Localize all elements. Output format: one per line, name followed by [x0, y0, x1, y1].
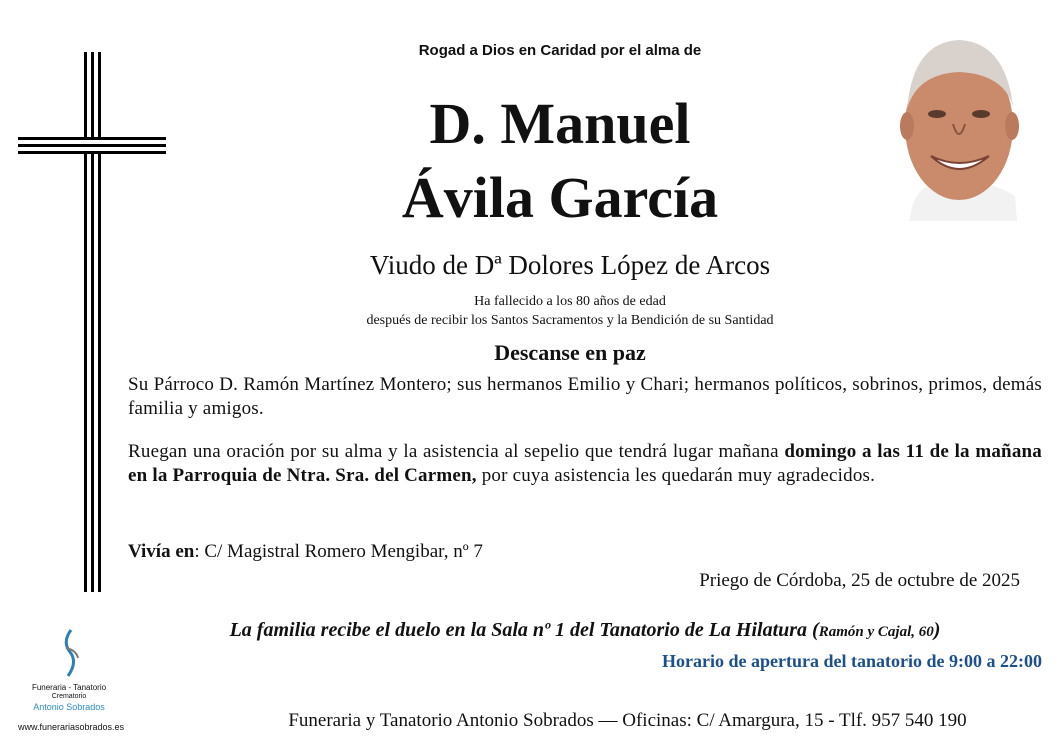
cross-bar — [18, 137, 166, 154]
portrait-photo-svg — [893, 14, 1025, 221]
condolence-close: ) — [933, 619, 941, 641]
portrait-photo — [893, 14, 1025, 221]
logo-line2: Crematorio — [51, 693, 87, 700]
website-link[interactable]: www.funerariasobrados.es — [18, 722, 125, 732]
request-text-2: por cuya asistencia les quedarán muy agradecidos. — [476, 465, 876, 486]
footer-contact: Funeraria y Tanatorio Antonio Sobrados — Oficinas: C/ Amargura, 15 - Tlf. 957 540 190 — [288, 710, 967, 731]
cross-icon — [84, 52, 101, 592]
address-line — [128, 541, 483, 563]
address-value: : C/ Magistral Romero Mengibar, nº 7 — [194, 541, 483, 562]
condolence-line — [140, 619, 1030, 642]
death-age-line: Ha fallecido a los 80 años de edad — [474, 294, 666, 309]
condolence-address: Ramón y Cajal, 60 — [818, 624, 934, 640]
funeral-request-paragraph — [128, 440, 1042, 488]
request-bold: domingo a las 11 de la mañana en la Parroquia de Ntra. Sra. del Carmen, — [128, 441, 1042, 486]
sacraments-line: después de recibir los Santos Sacramentos y la Bendición de su Santidad — [366, 313, 774, 328]
logo-line3: Antonio Sobrados — [33, 702, 105, 712]
place-date-line: Priego de Córdoba, 25 de octubre de 2025 — [699, 570, 1020, 591]
request-text-1: Ruegan una oración por su alma y la asistencia al sepelio que tendrá lugar mañana — [128, 441, 785, 462]
deceased-name-line1: D. Manuel — [429, 91, 691, 156]
opening-hours: Horario de apertura del tanatorio de 9:00 a 22:00 — [662, 651, 1042, 671]
logo-line1: Funeraria - Tanatorio — [31, 683, 107, 692]
family-paragraph: Su Párroco D. Ramón Martínez Montero; sus hermanos Emilio y Chari; hermanos políticos, sobrinos, primos, demás familia y amigos. — [128, 374, 1042, 419]
rest-in-peace: Descanse en paz — [494, 340, 646, 365]
address-label: Vivía en — [128, 541, 195, 562]
condolence-text: La familia recibe el duelo en la Sala nº 1 del Tanatorio de La Hilatura ( — [229, 619, 819, 641]
widow-line: Viudo de Dª Dolores López de Arcos — [369, 250, 771, 280]
funeral-home-logo-icon — [56, 628, 86, 678]
prayer-header: Rogad a Dios en Caridad por el alma de — [418, 42, 702, 59]
deceased-name-line2: Ávila García — [401, 165, 719, 230]
